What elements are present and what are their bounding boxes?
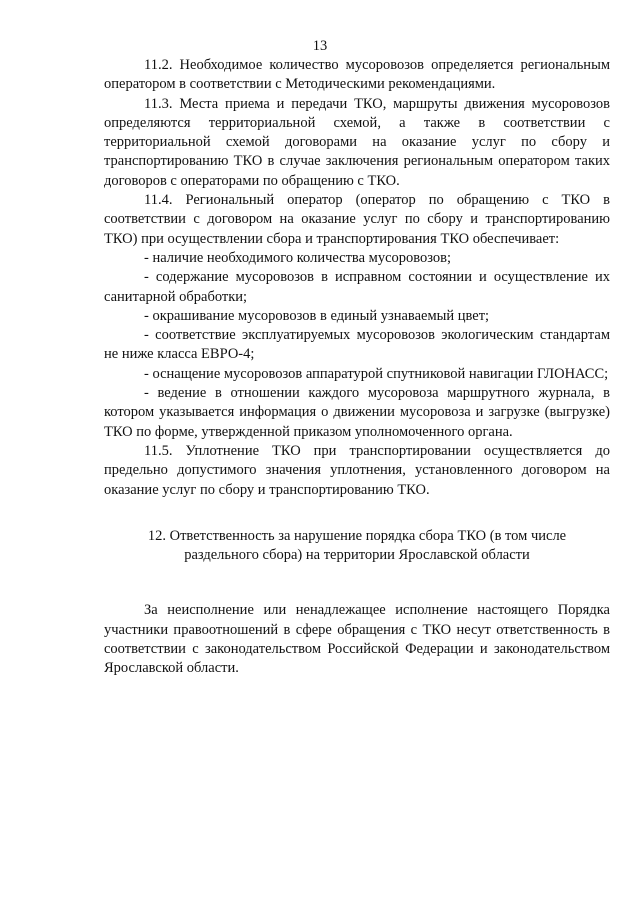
list-item: - оснащение мусоровозов аппаратурой спутниковой навигации ГЛОНАСС;	[144, 365, 609, 382]
section-heading-line: 12. Ответственность за нарушение порядка сбора ТКО (в том числе	[147, 527, 567, 544]
list-item: - соответствие эксплуатируемых мусоровозов экологическим стандартам не ниже класса ЕВРО-4;	[104, 327, 610, 363]
section-heading	[124, 527, 590, 566]
section-heading-line: раздельного сбора) на территории Ярославской области	[184, 547, 530, 564]
paragraph-11-5: 11.5. Уплотнение ТКО при транспортировании осуществляется до предельно допустимого значения уплотнения, установленного договором на оказание услуг по сбору и транспортированию ТКО.	[104, 442, 610, 498]
list-item: - наличие необходимого количества мусоровозов;	[144, 249, 452, 266]
list-item: - окрашивание мусоровозов в единый узнаваемый цвет;	[144, 307, 490, 324]
page-number: 13	[312, 38, 328, 54]
paragraph-11-2: 11.2. Необходимое количество мусоровозов определяется региональным оператором в соответствии с Методическими рекомендациями.	[104, 57, 610, 93]
paragraph-11-4: 11.4. Региональный оператор (оператор по обращению с ТКО в соответствии с договором на оказание услуг по сбору и транспортированию ТКО) при осуществлении сбора и транспортирования ТКО обеспечивает:	[104, 192, 610, 247]
closing-paragraph: За неисполнение или ненадлежащее исполнение настоящего Порядка участники правоотношений в сфере обращения с ТКО несут ответственность в соответствии с законодательством Российской Федерации и законодательством Ярославской области.	[104, 602, 610, 677]
document-body	[104, 56, 610, 679]
list-item: - ведение в отношении каждого мусоровоза маршрутного журнала, в котором указывается информация о движении мусоровоза и загрузке (выгрузке) ТКО по форме, утвержденной приказом уполномоченного органа.	[104, 385, 610, 440]
list-item: - содержание мусоровозов в исправном состоянии и осуществление их санитарной обработки;	[104, 269, 610, 305]
paragraph-11-3: 11.3. Места приема и передачи ТКО, маршруты движения мусоровозов определяются территориальной схемой, а также в соответствии с территориальной схемой договорами на оказание услуг по сбору и транспортированию ТКО в случае заключения региональным оператором таких договоров с операторами по обращению с ТКО.	[104, 95, 610, 189]
